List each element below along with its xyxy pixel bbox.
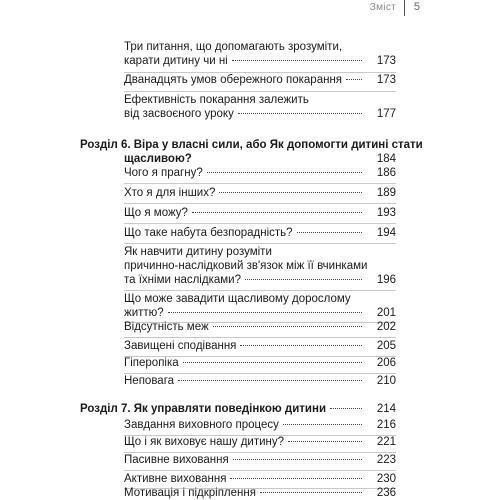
toc-entry-text: від засвоєного уроку: [124, 108, 234, 120]
dot-leader: [238, 113, 362, 114]
toc-page-number: 173: [376, 55, 396, 67]
toc-entry-text: Пасивне виховання: [124, 454, 229, 466]
running-header: [0, 0, 500, 18]
dot-leader: [168, 312, 362, 313]
toc-page-number: 196: [376, 274, 396, 286]
toc-page-number: 189: [376, 187, 396, 199]
entry-divider: [124, 337, 396, 338]
entry-divider: [124, 243, 396, 244]
dot-leader: [283, 424, 362, 425]
entry-divider: [124, 91, 396, 92]
dot-leader: [232, 60, 362, 61]
dot-leader: [207, 172, 362, 173]
dot-leader: [288, 441, 362, 442]
toc-entry-text: Мотивація і підкріплення: [124, 487, 256, 499]
toc-entry-text: Що таке набута безпорадність?: [124, 227, 293, 239]
dot-leader: [219, 192, 362, 193]
toc-entry: [124, 435, 396, 449]
entry-divider: [124, 223, 396, 224]
dot-leader: [183, 362, 362, 363]
toc-entry: [124, 339, 396, 353]
toc-section-text: Розділ 6. Віра у власні сили, або Як допомогти дитині стати: [80, 139, 423, 151]
toc-page-number: 194: [376, 227, 396, 239]
toc-entry: [124, 93, 396, 121]
page-number: 5: [413, 1, 420, 13]
dot-leader: [346, 79, 362, 80]
toc-entry-text: Дванадцять умов обережного покарання: [124, 74, 343, 86]
toc-entry: [124, 320, 396, 334]
toc-entry: [124, 374, 396, 388]
toc-entry-text: Що я можу?: [124, 207, 188, 219]
toc-page-number: 201: [376, 307, 396, 319]
toc-entry-text: Три питання, що допомагають зрозуміти,: [124, 41, 343, 53]
toc-entry-text: Активне виховання: [124, 473, 227, 485]
toc-entry: [124, 453, 396, 467]
entry-divider: [124, 290, 396, 291]
toc-entry-text: причинно-наслідковий зв'язок між її вчинками: [124, 260, 368, 272]
toc-page-number: 193: [376, 207, 396, 219]
header-divider: [404, 0, 405, 16]
toc-entry-text: Завдання виховного процесу: [124, 419, 279, 431]
toc-page-number: 184: [376, 153, 396, 165]
dot-leader: [297, 232, 362, 233]
toc-page-number: 202: [376, 321, 396, 333]
toc-entry: [124, 73, 396, 87]
toc-entry-text: Ефективність покарання залежить: [124, 94, 309, 106]
toc-page-number: 214: [376, 403, 396, 415]
toc-entry: [124, 206, 396, 220]
toc-page-number: 216: [376, 419, 396, 431]
entry-divider: [124, 470, 396, 471]
toc-entry-text: Гіперопіка: [124, 357, 179, 369]
toc-page-number: 205: [376, 340, 396, 352]
toc-page-number: 177: [376, 108, 396, 120]
toc-entry-text: Завищені сподівання: [124, 340, 237, 352]
toc-section-text: щасливою?: [124, 153, 192, 165]
toc-entry: [124, 40, 396, 68]
toc-page-number: 210: [376, 375, 396, 387]
toc-entry-text: та їхніми наслідками?: [124, 274, 241, 286]
toc-entry: [124, 486, 396, 500]
dot-leader: [260, 492, 362, 493]
toc-entry: [124, 472, 396, 486]
toc-page-number: 236: [376, 487, 396, 499]
dot-leader: [330, 408, 362, 409]
toc-entry: [124, 226, 396, 240]
toc-entry: [124, 418, 396, 432]
toc-entry-text: Чого я прагну?: [124, 167, 203, 179]
toc-entry: [124, 186, 396, 200]
toc-page-number: 173: [376, 74, 396, 86]
toc-entry-text: Хто я для інших?: [124, 187, 216, 199]
toc-entry-text: Що і як виховує нашу дитину?: [124, 436, 285, 448]
toc-entry-text: життю?: [124, 307, 164, 319]
entry-divider: [124, 203, 396, 204]
dot-leader: [196, 158, 362, 159]
toc-section-heading: [80, 138, 423, 166]
toc-section-heading: [80, 402, 396, 416]
dot-leader: [178, 380, 362, 381]
toc-section-text: Розділ 7. Як управляти поведінкою дитини: [80, 403, 327, 415]
toc-page-number: 230: [376, 473, 396, 485]
entry-divider: [124, 183, 396, 184]
toc-entry: [124, 166, 396, 180]
toc-page-number: 221: [376, 436, 396, 448]
toc-page-number: 206: [376, 357, 396, 369]
toc-entry-text: Як навчити дитину розуміти: [124, 246, 272, 258]
dot-leader: [245, 279, 362, 280]
toc-entry: [124, 245, 396, 287]
dot-leader: [240, 345, 362, 346]
toc-entry-text: карати дитину чи ні: [124, 55, 228, 67]
running-header-section: Зміст: [369, 2, 396, 13]
dot-leader: [233, 459, 362, 460]
dot-leader: [213, 326, 362, 327]
toc-entry-text: Що може завадити щасливому дорослому: [124, 293, 351, 305]
toc-entry: [124, 292, 396, 320]
dot-leader: [230, 478, 362, 479]
toc-entry-text: Відсутність меж: [124, 321, 209, 333]
dot-leader: [192, 212, 362, 213]
toc-page-number: 223: [376, 454, 396, 466]
toc-entry: [124, 356, 396, 370]
toc-page-number: 186: [376, 167, 396, 179]
toc-entry-text: Неповага: [124, 375, 175, 387]
